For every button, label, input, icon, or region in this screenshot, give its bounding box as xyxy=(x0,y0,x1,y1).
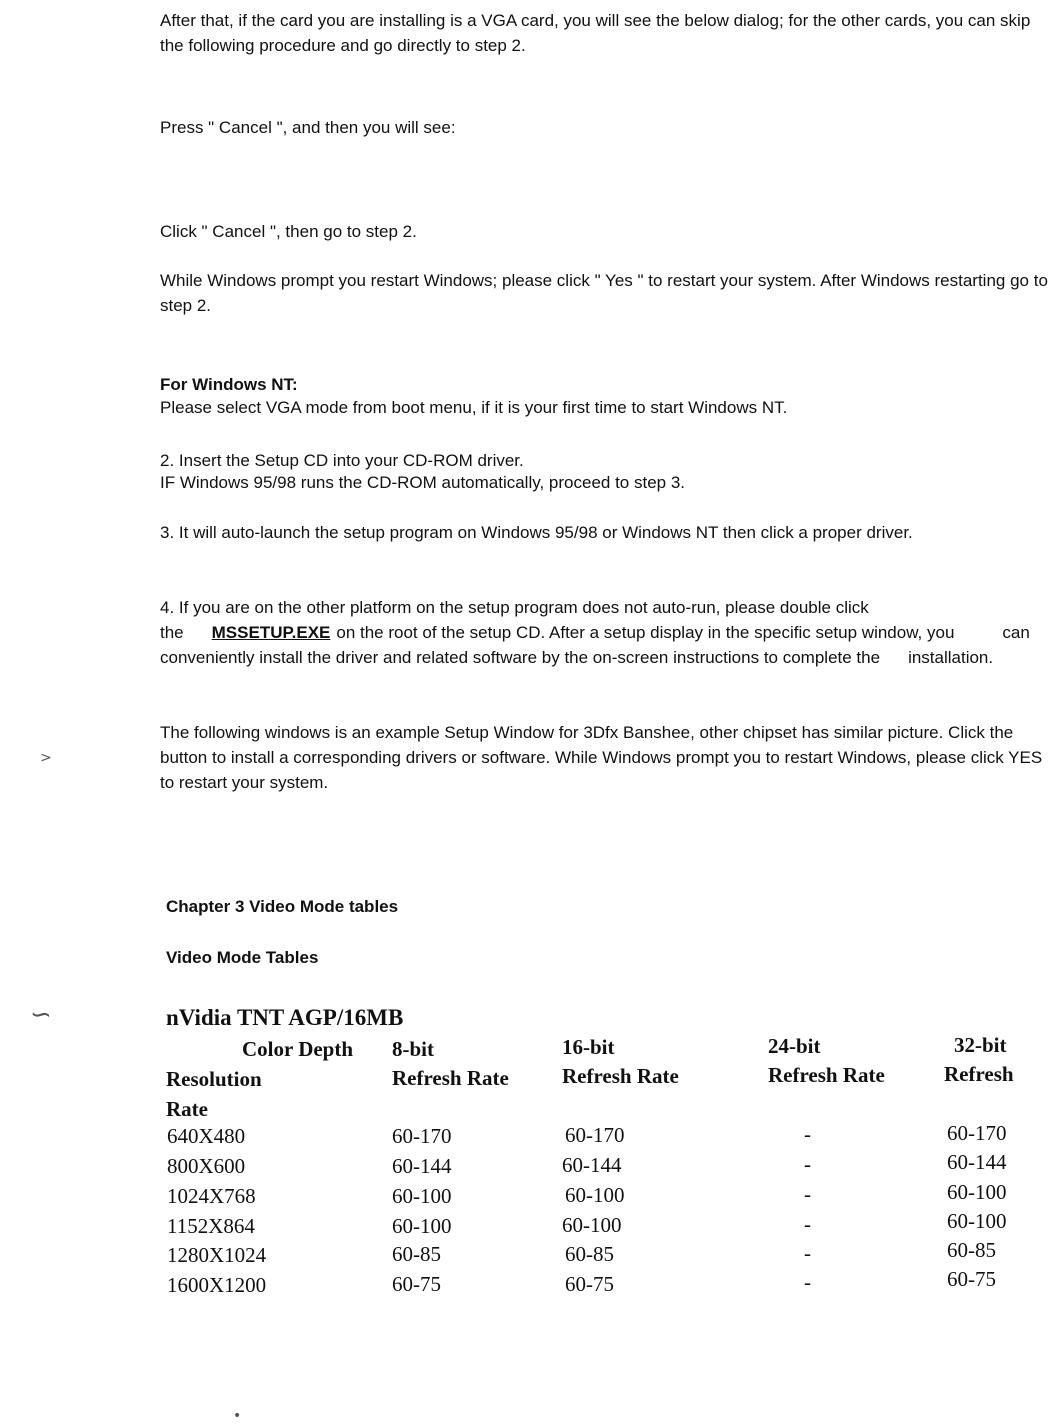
example-paragraph: The following windows is an example Setup Window for 3Dfx Banshee, other chipset has similar picture. Click the button to install a corresponding drivers or software. While Windows prompt you to restart Windows, please click YES to restart your system. xyxy=(160,723,1043,792)
cell-24bit-1600x1200: - xyxy=(804,1270,811,1294)
mssetup-exe-link: MSSETUP.EXE xyxy=(211,623,331,642)
header-depth-8bit: 8-bit xyxy=(392,1037,434,1061)
cell-24bit-1280x1024: - xyxy=(804,1241,811,1265)
cell-res-1600x1200: 1600X1200 xyxy=(167,1273,267,1297)
cell-32bit-1152x864: 60-100 xyxy=(947,1209,1007,1233)
cell-8bit-800x600: 60-144 xyxy=(392,1154,452,1178)
windows-nt-heading: For Windows NT: xyxy=(160,375,298,394)
section-heading: Video Mode Tables xyxy=(166,948,319,967)
scan-speck: ∽ xyxy=(30,1000,52,1030)
header-refresh-8bit: Refresh Rate xyxy=(392,1066,509,1090)
step-2-line-2: IF Windows 95/98 runs the CD-ROM automatically, proceed to step 3. xyxy=(160,473,686,492)
header-depth-24bit: 24-bit xyxy=(768,1034,821,1058)
header-refresh-16bit: Refresh Rate xyxy=(562,1064,679,1088)
header-refresh-32bit: Refresh xyxy=(944,1062,1014,1086)
click-cancel-paragraph: Click " Cancel ", then go to step 2. xyxy=(160,222,417,241)
cell-24bit-800x600: - xyxy=(804,1152,811,1176)
step-3-paragraph: 3. It will auto-launch the setup program on Windows 95/98 or Windows NT then click a proper driver. xyxy=(160,523,913,542)
cell-res-800x600: 800X600 xyxy=(167,1154,246,1178)
header-depth-16bit: 16-bit xyxy=(562,1035,615,1059)
step-4-paragraph xyxy=(160,595,1050,670)
table-title: nVidia TNT AGP/16MB xyxy=(166,1005,404,1030)
cell-8bit-1024x768: 60-100 xyxy=(392,1184,452,1208)
cell-32bit-1024x768: 60-100 xyxy=(947,1180,1007,1204)
cell-32bit-640x480: 60-170 xyxy=(947,1121,1007,1145)
press-cancel-paragraph: Press " Cancel ", and then you will see: xyxy=(160,118,456,137)
cell-16bit-1152x864: 60-100 xyxy=(562,1213,622,1237)
step-4-text-c: can conveniently install the driver and related software by the on-screen instructions to complete the xyxy=(160,623,1030,667)
windows-nt-text: Please select VGA mode from boot menu, if it is your first time to start Windows NT. xyxy=(160,398,788,417)
cell-16bit-640x480: 60-170 xyxy=(565,1123,625,1147)
restart-paragraph: While Windows prompt you restart Windows; please click " Yes " to restart your system. After Windows restarting go to step 2. xyxy=(160,271,1048,315)
cell-24bit-1152x864: - xyxy=(804,1212,811,1236)
cell-24bit-640x480: - xyxy=(804,1122,811,1146)
header-rate: Rate xyxy=(166,1097,208,1121)
cell-32bit-1280x1024: 60-85 xyxy=(947,1238,996,1262)
cell-8bit-640x480: 60-170 xyxy=(392,1124,452,1148)
intro-paragraph: After that, if the card you are installing is a VGA card, you will see the below dialog; for the other cards, you can skip the following procedure and go directly to step 2. xyxy=(160,11,1031,55)
cell-res-640x480: 640X480 xyxy=(167,1124,246,1148)
cell-16bit-800x600: 60-144 xyxy=(562,1153,622,1177)
cell-8bit-1280x1024: 60-85 xyxy=(392,1242,441,1266)
cell-16bit-1024x768: 60-100 xyxy=(565,1183,625,1207)
step-4-text-b: on the root of the setup CD. After a setup display in the specific setup window, you xyxy=(336,623,955,642)
cell-16bit-1280x1024: 60-85 xyxy=(565,1242,614,1266)
header-color-depth: Color Depth xyxy=(242,1037,354,1061)
cell-32bit-1600x1200: 60-75 xyxy=(947,1267,996,1291)
cell-res-1024x768: 1024X768 xyxy=(167,1184,256,1208)
step-4-text-a: 4. If you are on the other platform on the setup program does not auto-run, please double click the xyxy=(160,598,869,642)
step-4-text-d: installation. xyxy=(908,648,994,667)
header-depth-32bit: 32-bit xyxy=(954,1033,1007,1057)
cell-8bit-1600x1200: 60-75 xyxy=(392,1272,441,1296)
cell-8bit-1152x864: 60-100 xyxy=(392,1214,452,1238)
cell-res-1152x864: 1152X864 xyxy=(167,1214,255,1238)
step-2-line-1: 2. Insert the Setup CD into your CD-ROM driver. xyxy=(160,451,524,470)
scan-speck: > xyxy=(40,750,52,766)
cell-32bit-800x600: 60-144 xyxy=(947,1150,1007,1174)
cell-24bit-1024x768: - xyxy=(804,1182,811,1206)
header-resolution: Resolution xyxy=(166,1067,262,1091)
header-refresh-24bit: Refresh Rate xyxy=(768,1063,885,1087)
cell-16bit-1600x1200: 60-75 xyxy=(565,1272,614,1296)
chapter-heading: Chapter 3 Video Mode tables xyxy=(166,897,399,916)
scan-speck: • xyxy=(233,1408,242,1424)
cell-res-1280x1024: 1280X1024 xyxy=(167,1243,267,1267)
